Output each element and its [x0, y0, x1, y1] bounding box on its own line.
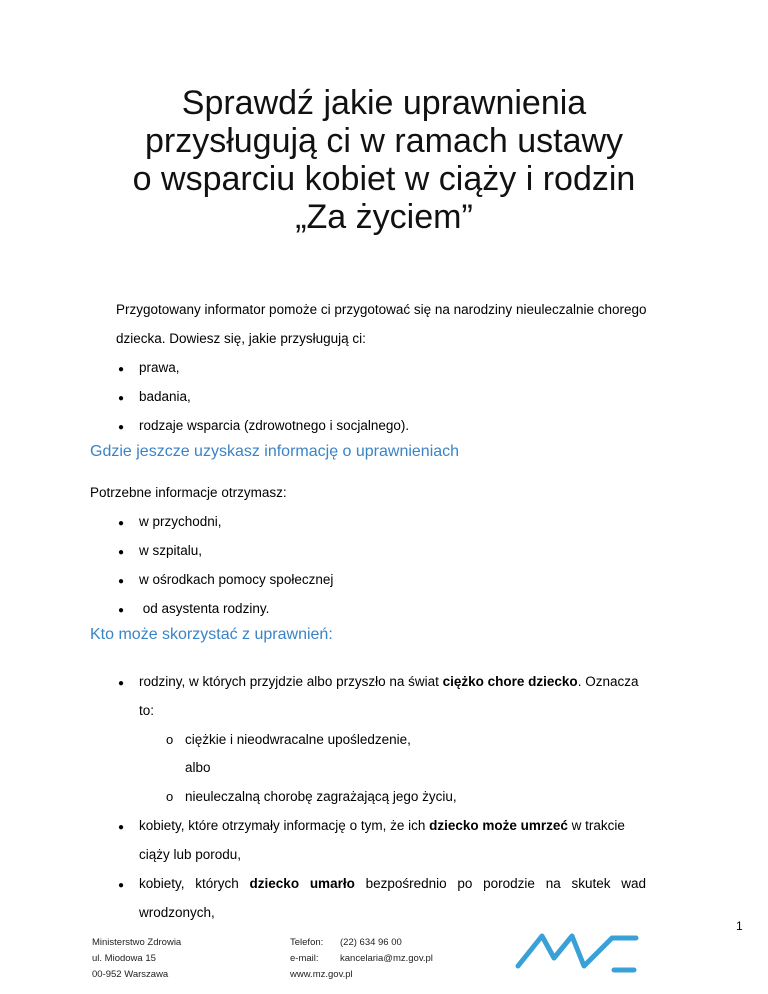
list-item [139, 674, 674, 689]
item-text-bold: dziecko umarło [249, 876, 355, 891]
list-item: badania, [139, 389, 191, 404]
sub-list-item: ciężkie i nieodwracalne upośledzenie, [185, 732, 411, 747]
footer-email[interactable]: kancelaria@mz.gov.pl [340, 953, 433, 964]
footer-city: 00-952 Warszawa [92, 969, 169, 980]
title-line: przysługują ci w ramach ustawy [144, 122, 624, 160]
item-text-pre: kobiety, których [139, 876, 250, 891]
bullet-icon: ● [118, 518, 125, 529]
intro-line-1: Przygotowany informator pomoże ci przygotować się na narodziny nieuleczalnie chorego [116, 302, 647, 317]
footer-www[interactable]: www.mz.gov.pl [290, 969, 353, 980]
item-text-post: . Oznacza [577, 674, 639, 689]
list-item: rodzaje wsparcia (zdrowotnego i socjalnego). [139, 418, 410, 433]
list-item: w szpitalu, [139, 543, 203, 558]
list-item [139, 818, 625, 833]
sub-list-item: nieuleczalną chorobę zagrażającą jego życiu, [185, 789, 457, 804]
page-title [0, 84, 768, 236]
bullet-icon: ● [118, 880, 125, 891]
item-continuation: ciąży lub porodu, [139, 847, 242, 862]
bullet-icon: ● [118, 678, 125, 689]
title-line: Sprawdź jakie uprawnienia [181, 84, 587, 122]
section-heading: Kto może skorzystać z uprawnień: [90, 626, 333, 643]
item-text [139, 674, 638, 689]
item-continuation: wrodzonych, [139, 905, 215, 920]
bullet-icon: ● [118, 605, 125, 616]
item-text-pre: kobiety, które otrzymały informację o tym, że ich [139, 818, 430, 833]
item-text-pre: rodziny, w których przyjdzie albo przyszło na świat [139, 674, 443, 689]
sub-list-connector: albo [185, 760, 211, 775]
section-heading: Gdzie jeszcze uzyskasz informację o uprawnieniach [90, 443, 460, 460]
footer-address [92, 935, 181, 983]
footer-email-label: e-mail: [290, 953, 319, 964]
list-item [139, 876, 646, 891]
list-item: od asystenta rodziny. [139, 601, 270, 616]
intro-line-2: dziecka. Dowiesz się, jakie przysługują ci: [116, 331, 366, 346]
item-text-bold: dziecko może umrzeć [429, 818, 568, 833]
footer-contact-values [340, 935, 433, 967]
bullet-icon: ● [118, 576, 125, 587]
item-text-bold: ciężko chore dziecko [442, 674, 578, 689]
mz-logo-icon [512, 930, 642, 980]
title-line: „Za życiem” [295, 198, 473, 236]
bullet-icon: ● [118, 547, 125, 558]
item-text-post: w trakcie [567, 818, 625, 833]
circle-bullet-icon: o [166, 789, 174, 804]
title-line: o wsparciu kobiet w ciąży i rodzin [132, 160, 636, 198]
footer-org: Ministerstwo Zdrowia [92, 937, 182, 948]
list-item: prawa, [139, 360, 180, 375]
page-number: 1 [736, 919, 743, 933]
list-item: w ośrodkach pomocy społecznej [139, 572, 334, 587]
bullet-icon: ● [118, 822, 125, 833]
bullet-icon: ● [118, 393, 125, 404]
circle-bullet-icon: o [166, 732, 174, 747]
item-continuation: to: [139, 703, 155, 718]
item-text-post: bezpośrednio po porodzie na skutek wad [354, 876, 646, 891]
footer-phone-label: Telefon: [290, 937, 324, 948]
mz-logo [512, 930, 642, 985]
footer-street: ul. Miodowa 15 [92, 953, 156, 964]
footer-phone: (22) 634 96 00 [340, 937, 402, 948]
list-item: w przychodni, [139, 514, 222, 529]
section-lead: Potrzebne informacje otrzymasz: [90, 485, 287, 500]
bullet-icon: ● [118, 364, 125, 375]
bullet-icon: ● [118, 422, 125, 433]
